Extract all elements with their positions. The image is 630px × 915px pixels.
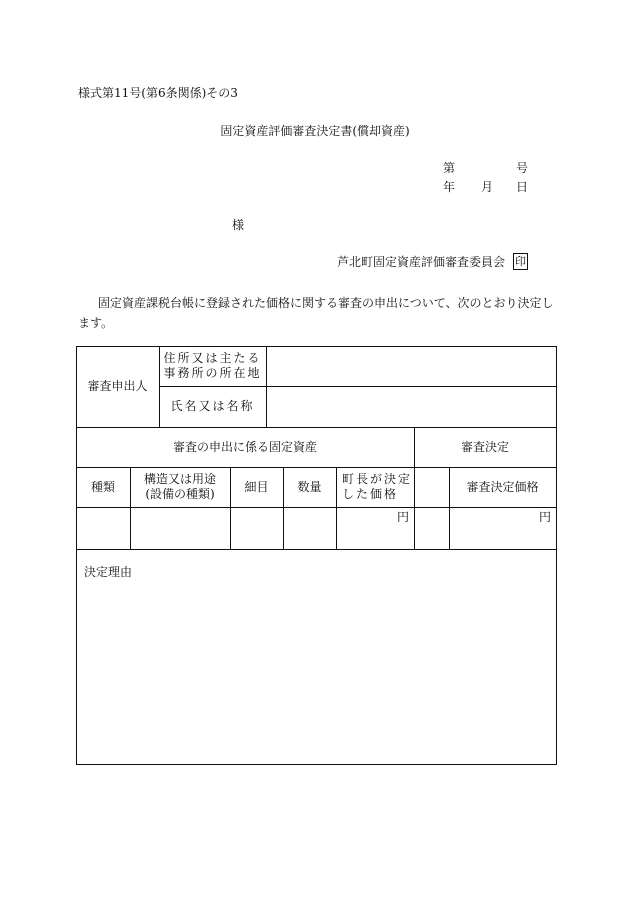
col-structure-line1: 構造又は用途: [143, 472, 216, 486]
date-day: 日: [515, 180, 528, 194]
col-mayor-value-line2: した価格: [342, 487, 399, 501]
applicant-label: 審査申出人: [87, 379, 148, 393]
col-mayor-value: [336, 467, 414, 507]
document-title: 固定資産評価審査決定書(償却資産): [220, 124, 410, 138]
address-label-line2: 事務所の所在地: [163, 366, 262, 380]
reason-label: 決定理由: [84, 565, 133, 579]
col-structure-line2: (設備の種類): [145, 487, 215, 501]
col-decided-value: 審査決定価格: [466, 479, 539, 494]
doc-number-prefix: 第: [443, 161, 456, 175]
col-structure: [130, 467, 230, 507]
address-label: [159, 346, 266, 386]
intro-paragraph: 固定資産課税台帳に登録された価格に関する審査の申出について、次のとおり決定します。: [78, 296, 554, 330]
seal-mark: 印: [515, 255, 526, 268]
address-label-line1: 住所又は主たる: [163, 351, 262, 365]
col-quantity: 数量: [297, 479, 322, 494]
reason-field[interactable]: [76, 586, 556, 764]
issuer-name: 芦北町固定資産評価審査委員会: [337, 255, 506, 269]
doc-number-suffix: 号: [515, 161, 528, 175]
name-field[interactable]: [266, 386, 556, 427]
address-field[interactable]: [266, 346, 556, 386]
form-number: 様式第11号(第6条関係)その3: [78, 86, 238, 100]
mayor-value-unit: 円: [396, 510, 409, 524]
col-detail: 細目: [244, 479, 269, 494]
col-type: 種類: [90, 479, 115, 494]
decision-table: [76, 346, 556, 764]
date-month: 月: [481, 180, 494, 194]
col-mayor-value-line1: 町長が決定: [342, 472, 413, 486]
date-year: 年: [443, 180, 456, 194]
addressee-honorific: 様: [232, 218, 245, 232]
assets-header: 審査の申出に係る固定資産: [172, 439, 317, 454]
decided-value-unit: 円: [538, 510, 551, 524]
decision-header: 審査決定: [460, 439, 509, 454]
name-label: 氏名又は名称: [170, 399, 255, 413]
